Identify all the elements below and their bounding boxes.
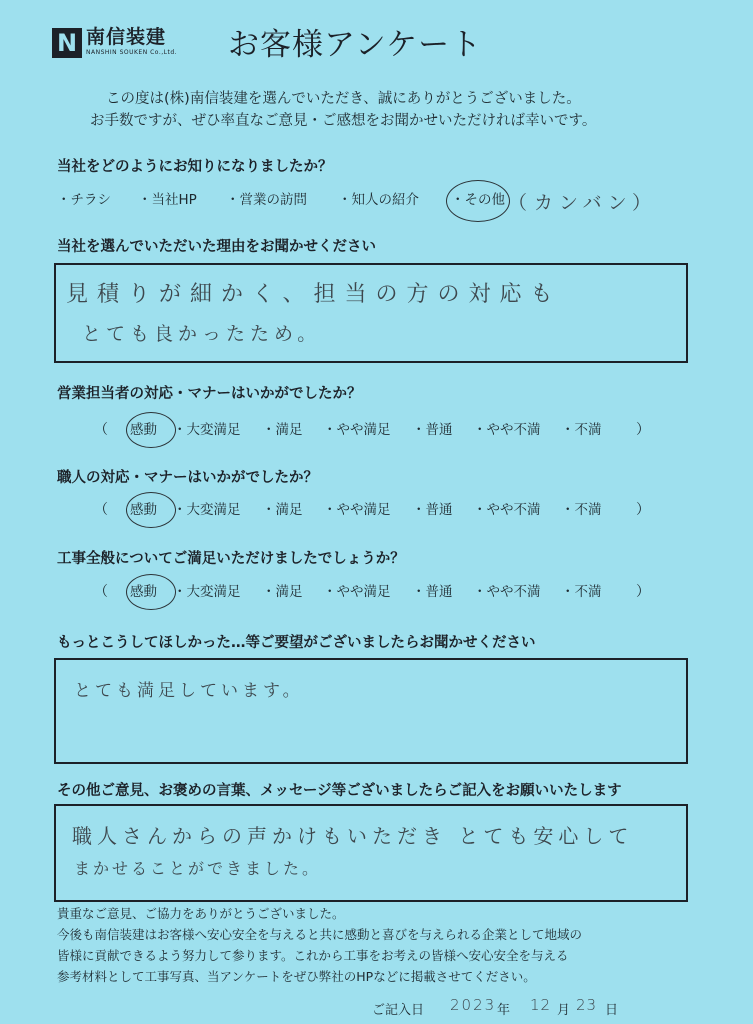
q4-paren-close: ） <box>636 502 650 518</box>
q5-question: 工事全般についてご満足いただけましたでしょうか？ <box>57 551 405 567</box>
intro-line-1: この度は(株)南信装建を選んでいただき、誠にありがとうございました。 <box>106 91 581 107</box>
q7-answer-line-1: 職人さんからの声かけもいただき とても安心して <box>72 824 634 848</box>
q1-question: 当社をどのようにお知りになりましたか？ <box>57 159 333 175</box>
q4-rating-somewhat-dissatisfied[interactable]: ・やや不満 <box>473 502 541 518</box>
q3-question: 営業担当者の対応・マナーはいかがでしたか？ <box>57 386 362 402</box>
footer-line-2: 今後も南信装建はお客様へ安心安全を与えると共に感動と喜びを与えられる企業として地域の <box>57 927 583 942</box>
q5-rating-somewhat-dissatisfied[interactable]: ・やや不満 <box>473 584 541 600</box>
q1-option-other[interactable]: ・その他 <box>451 192 505 208</box>
q1-option-website[interactable]: ・当社HP <box>138 192 197 208</box>
company-sub-name: NANSHIN SOUKEN Co.,Ltd. <box>86 49 178 56</box>
q5-paren-open: （ <box>94 584 108 600</box>
footer-line-4: 参考材料として工事写真、当アンケートをぜひ弊社のHPなどに掲載させてください。 <box>57 969 536 984</box>
page-title: お客様アンケート <box>228 27 483 63</box>
q7-question: その他ご意見、お褒めの言葉、メッセージ等ございましたらご記入をお願いいたします <box>57 783 622 799</box>
footer-line-3: 皆様に貢献できるよう努力して参ります。これから工事をお考えの皆様へ安心安全を与える <box>57 948 569 963</box>
q1-other-answer[interactable]: カンバン <box>534 192 633 214</box>
q5-selection-circle <box>126 574 176 610</box>
q3-rating-very-satisfied[interactable]: ・大変満足 <box>173 422 241 438</box>
q4-paren-open: （ <box>94 502 108 518</box>
q2-answer-line-2: とても良かったため。 <box>82 323 322 345</box>
q5-rating-dissatisfied[interactable]: ・不満 <box>561 584 602 600</box>
q4-rating-satisfied[interactable]: ・満足 <box>262 502 303 518</box>
q1-other-close: ） <box>632 192 656 214</box>
q4-question: 職人の対応・マナーはいかがでしたか？ <box>57 470 318 486</box>
q7-answer-box[interactable] <box>54 804 688 902</box>
q3-rating-neutral[interactable]: ・普通 <box>412 422 453 438</box>
entry-date-day-unit: 日 <box>605 1003 619 1018</box>
q4-rating-somewhat-satisfied[interactable]: ・やや満足 <box>323 502 391 518</box>
q1-selection-circle <box>446 180 510 222</box>
q5-rating-somewhat-satisfied[interactable]: ・やや満足 <box>323 584 391 600</box>
entry-date-year[interactable]: 2023 <box>450 996 497 1014</box>
entry-date-month[interactable]: 12 <box>530 996 552 1014</box>
q3-rating-kando[interactable]: 感動 <box>130 422 157 438</box>
q3-rating-satisfied[interactable]: ・満足 <box>262 422 303 438</box>
q3-rating-dissatisfied[interactable]: ・不満 <box>561 422 602 438</box>
q5-paren-close: ） <box>636 584 650 600</box>
company-name: 南信装建 <box>86 26 167 48</box>
q3-paren-close: ） <box>636 422 650 438</box>
q2-answer-box[interactable] <box>54 263 688 363</box>
q3-paren-open: （ <box>94 422 108 438</box>
q4-rating-kando[interactable]: 感動 <box>130 502 157 518</box>
q5-rating-neutral[interactable]: ・普通 <box>412 584 453 600</box>
q5-rating-very-satisfied[interactable]: ・大変満足 <box>173 584 241 600</box>
company-logo-mark: N <box>52 28 82 58</box>
q3-selection-circle <box>126 412 176 448</box>
intro-line-2: お手数ですが、ぜひ率直なご意見・ご感想をお聞かせいただければ幸いです。 <box>90 113 597 129</box>
q2-answer-line-1: 見積りが細かく、担当の方の対応も <box>66 282 562 307</box>
q2-question: 当社を選んでいただいた理由をお聞かせください <box>57 239 376 255</box>
q6-question: もっとこうしてほしかった…等ご要望がございましたらお聞かせください <box>57 635 536 651</box>
q1-option-flyer[interactable]: ・チラシ <box>57 192 111 208</box>
entry-date-month-unit: 月 <box>557 1003 571 1018</box>
footer-line-1: 貴重なご意見、ご協力をありがとうございました。 <box>57 906 345 921</box>
q1-other-open: （ <box>508 192 534 214</box>
q4-rating-dissatisfied[interactable]: ・不満 <box>561 502 602 518</box>
q6-answer-box[interactable] <box>54 658 688 764</box>
q1-option-referral[interactable]: ・知人の紹介 <box>338 192 419 208</box>
q1-option-sales-visit[interactable]: ・営業の訪問 <box>226 192 307 208</box>
entry-date-day[interactable]: 23 <box>576 996 598 1014</box>
q5-rating-kando[interactable]: 感動 <box>130 584 157 600</box>
q5-rating-satisfied[interactable]: ・満足 <box>262 584 303 600</box>
q4-selection-circle <box>126 492 176 528</box>
q6-answer-line-1: とても満足しています。 <box>74 681 304 701</box>
entry-date-label: ご記入日 <box>372 1003 425 1018</box>
q4-rating-neutral[interactable]: ・普通 <box>412 502 453 518</box>
q3-rating-somewhat-satisfied[interactable]: ・やや満足 <box>323 422 391 438</box>
entry-date-year-unit: 年 <box>497 1003 511 1018</box>
q7-answer-line-2: まかせることができました。 <box>74 859 322 878</box>
q4-rating-very-satisfied[interactable]: ・大変満足 <box>173 502 241 518</box>
q3-rating-somewhat-dissatisfied[interactable]: ・やや不満 <box>473 422 541 438</box>
